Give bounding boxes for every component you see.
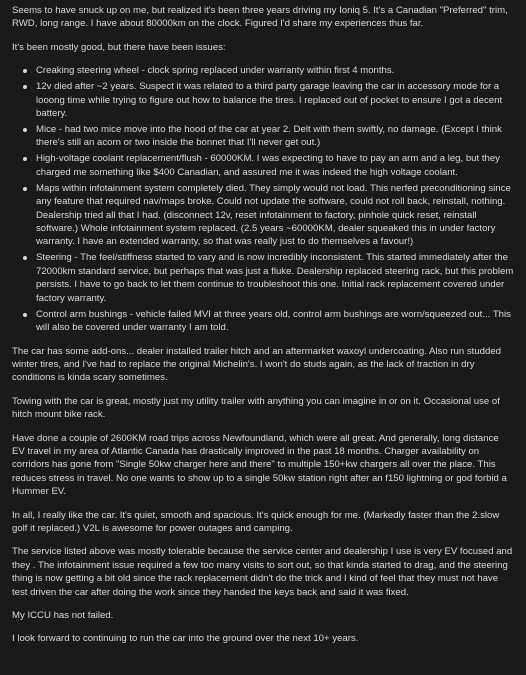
list-item <box>36 123 514 150</box>
list-item-text: Control arm bushings - vehicle failed MVI at three years old, control arm bushings are worn/squeezed out... This will also be covered under warranty I am told. <box>36 308 511 334</box>
list-item-text: 12v died after ~2 years. Suspect it was related to a third party garage leaving the car in accessory mode for a looong time while trying to figure out how to balance the tires. I replaced out of pocket to ensure I got a decent battery. <box>36 81 503 120</box>
paragraph-summary: In all, I really like the car. It's quiet, smooth and spacious. It's quick enough for me. (Markedly faster than the 2.slow golf it replaced.) V2L is awesome for power outages and camping. <box>12 509 500 534</box>
list-item <box>36 152 514 179</box>
bullet-icon <box>23 69 27 73</box>
bullet-icon <box>23 157 27 161</box>
paragraph-towing: Towing with the car is great, mostly just my utility trailer with anything you can imagine in or on it. Occasional use of hitch mount bike rack. <box>12 395 500 421</box>
post-intro: Seems to have snuck up on me, but realized it's been three years driving my Ioniq 5. It's a Canadian "Preferred" trim, RWD, long range. I have about 80000km on the clock. Figured I'd share my experiences thus far. <box>12 5 508 30</box>
list-item <box>36 182 514 249</box>
list-item-text: Steering - The feel/stiffness started to vary and is now incredibly inconsistent. This started immediately after the 72000km standard service, but perhaps that was just a fluke. Dealership replaced steering rack, but this problem persists. I have to go back to let them continue to troubleshoot this one. Initial rack replacement covered under factory warranty. <box>36 252 514 304</box>
list-item-text: High-voltage coolant replacement/flush - 60000KM. I was expecting to have to pay an arm and a leg, but they charged me something like $400 Canadian, and assured me it was indeed the high voltage coolant. <box>36 153 500 178</box>
bullet-icon <box>23 256 27 260</box>
issues-lead: It's been mostly good, but there have been issues: <box>12 41 226 53</box>
list-item-text: Maps within infotainment system completely died. They simply would not load. This nerfed preconditioning since any feature that required nav/maps broke. Could not update the software, could not roll back, reinstall, nothing. Dealership tried all that I had. (disconnect 12v, reset infotainment to factory, pinhole quick reset, reinstall software.) Whole infotainment system replaced. (2.5 years ~60000KM, dealer squeaked this in under factory warranty. I have an extended warranty, so that was really just to do themselves a favour!) <box>36 182 511 248</box>
issues-list <box>12 64 514 334</box>
list-item <box>36 64 514 77</box>
bullet-icon <box>23 313 27 317</box>
list-item-text: Creaking steering wheel - clock spring replaced under warranty within first 4 months. <box>36 65 395 77</box>
paragraph-addons: The car has some add-ons... dealer installed trailer hitch and an aftermarket waxoyl undercoating. Also run studded winter tires, and I've had to replace the original Michelin's. I won't do studs again, as the lack of traction in dry conditions is kinda scary sometimes. <box>12 345 502 384</box>
bullet-icon <box>23 187 27 191</box>
list-item-text: Mice - had two mice move into the hood of the car at year 2. Delt with them swiftly, no damage. (Except I think there's still an acorn or two inside the bonnet that I'll never get out.) <box>36 124 502 149</box>
bullet-icon <box>23 85 27 89</box>
paragraph-closing: I look forward to continuing to run the car into the ground over the next 10+ years. <box>12 633 359 645</box>
list-item <box>36 308 514 335</box>
bullet-icon <box>23 128 27 132</box>
paragraph-service: The service listed above was mostly tolerable because the service center and dealership I use is very EV focused and they . The infotainment issue required a few too many visits to sort out, so that kinda started to drag, and the steering thing is now getting a bit old since the rack replacement didn't do the trick and I kind of feel that they must not have test driven the car after doing the work since they handed the keys back and said it was fixed. <box>12 546 513 598</box>
paragraph-iccu: My ICCU has not failed. <box>12 610 114 621</box>
list-item <box>36 251 514 305</box>
paragraph-road-trips: Have done a couple of 2600KM road trips across Newfoundland, which were all great. And generally, long distance EV travel in my area of Atlantic Canada has drastically improved in the past 18 months. Charger availability on corridors has gone from "Single 50kw charger here and there" to multiple 150+kw chargers all over the place. This reduces stress in travel. No one wants to show up to a single 50kw station right after an f150 lightning or god forbid a Hummer EV. <box>12 432 507 498</box>
list-item <box>36 80 514 120</box>
